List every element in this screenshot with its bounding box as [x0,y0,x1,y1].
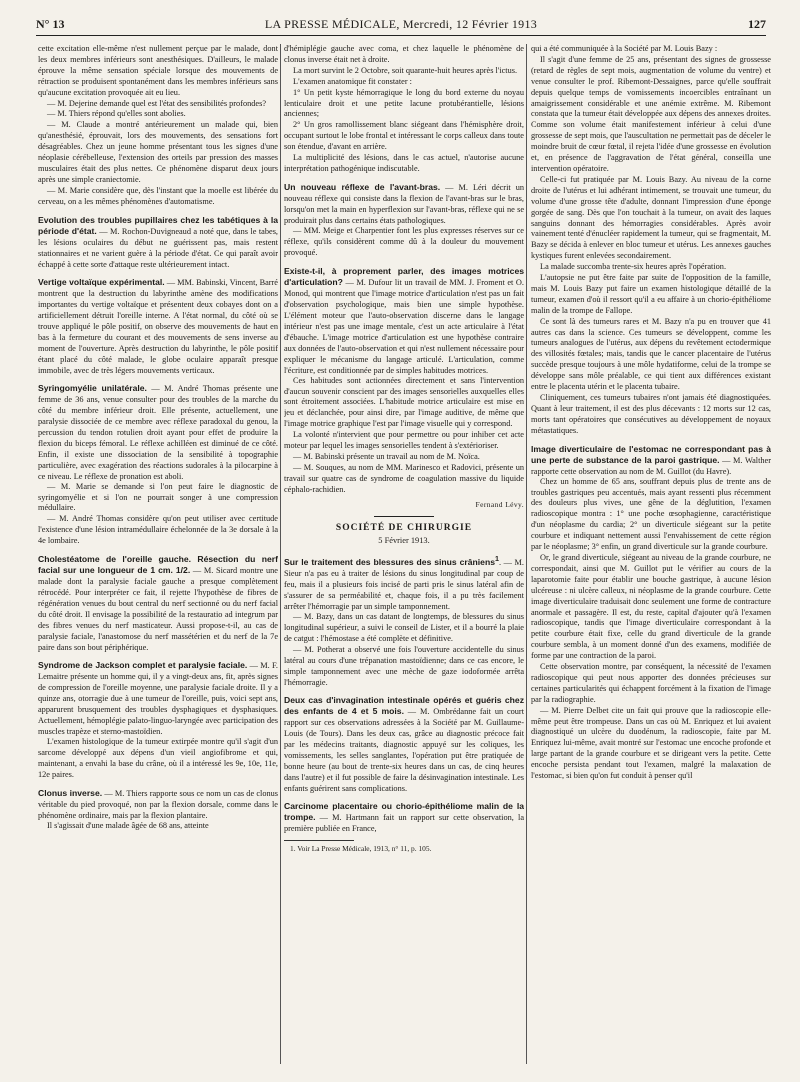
paragraph: Ces habitudes sont actionnées directement et sans l'intervention d'aucun souvenir conscient par des images sensorielles auxquelles elles sont étroitement associées. L'habitude motrice articulaire est mise en jeu et déclanchée, pour ainsi dire, par l'image auditive, de même que l'image motrice graphique l'est par l'image visuelle qui y correspond. [284,375,524,429]
paragraph: — M. Marie se demande si l'on peut faire le diagnostic de syringomyélie et si l'on ne pourrait songer à une compression médullaire. [38,481,278,513]
heading-title: Sur le traitement des blessures des sinus crâniens [284,557,495,568]
section-title: SOCIÉTÉ DE CHIRURGIE [335,523,473,534]
heading-title: Clonus inverse. [38,787,103,798]
issue-number: N° 13 [36,17,65,31]
article-heading [38,383,278,482]
footnote-rule [284,840,354,841]
heading-title: Carcinome placentaire ou chorio-épithéliome malin de la trompe. [284,801,524,823]
paragraph: La volonté n'intervient que pour permettre ou pour inhiber cet acte moteur par lequel les images sensorielles tendent à s'extérioriser. [284,430,524,451]
article-heading [38,554,278,653]
paragraph: Cliniquement, ces tumeurs tubaires n'ont jamais été diagnostiquées. Quant à leur traitement, il est des plus décevants : 12 morts sur 12 cas, morts tant opératoires que consécutives au développement de noyaux métastatiques. [531,393,771,435]
heading-title: Existe-t-il, à proprement parler, des images motrices d'articulation? [284,265,524,287]
heading-body: — M. Ombrédanne fait un court rapport sur ces observations adressées à la Société par M. Guillaume-Louis (de Tours). Dans les deux cas, grâce au diagnostic précoce fait par les médecins traitants, diagnostic appuyé sur les coliques, les vomissements, les selles sanglantes, l'opération put être pratiquée de bonne heure (au bout de trente-six heures dans un cas, de cinq heures dans l'autre) et il fut possible de faire la désinvagination intestinale. Les enfants guérirent sans complications. [284,707,524,794]
column-left [38,44,278,1074]
paragraph: Celle-ci fut pratiquée par M. Louis Bazy. Au niveau de la corne droite de l'utérus et lui adhérant intimement, se trouvait une tumeur, du volume d'une grosse tête d'adulte, donnant l'impression d'une éponge gorgée de sang. Dès que l'on touchait à la tumeur, on avait des laques sanguins donnant des hémorragies considérables. Après avoir vainement tenté d'énucléer rapidement la tumeur, qui se fragmentait, M. Bazy se décida à enlever en bloc tumeur et utérus. Les annexes gauches kystiques furent enlevées secondairement. [531,174,771,261]
paragraph: Ce sont là des tumeurs rares et M. Bazy n'a pu en trouver que 41 autres cas dans la science. Ces tumeurs se développent, comme les tumeurs analogues de l'utérus, aux dépens du revêtement ectodermique des villosités fœtales; mais, tandis que le cancer placentaire de l'utérus succède presque toujours à une môle hydatiforme, celui de la trompe se développe sans môle préalable, ce qui tient aux différences existant entre le placenta utérin et le placenta tubaire. [531,316,771,392]
paragraph: L'autopsie ne put être faite par suite de l'opposition de la famille, mais M. Louis Bazy put faire un examen histologique détaillé de la tumeur, examen d'où il ressort qu'il a eu affaire à un chorio-épithéliome malin de la trompe de Fallope. [531,273,771,315]
article-heading [284,554,524,612]
author-signature: Fernand Lévy. [475,499,524,509]
column-divider [280,44,281,1064]
article-heading [284,801,524,834]
paragraph: Chez un homme de 65 ans, souffrant depuis plus de trente ans de troubles gastriques peu accentués, mais ayant ressenti plus récemment des douleurs plus vives, une gêne de la déglutition, l'examen radioscopique montra : 1° une poche œsophagienne, caractéristique d'un néoplasme du cardia; 2° un diverticule siégeant sur la petite courbure et indiquant nettement aussi l'envahissement de cette région par le néoplasme; 3° enfin, un grand diverticule sur la grande courbure. [531,476,771,552]
paragraph: — M. Babinski présente un travail au nom de M. Noïca. [293,451,480,461]
article-heading [38,277,278,376]
column-middle [284,44,524,1074]
paragraph: 1° Un petit kyste hémorragique le long du bord externe du noyau lenticulaire droit et une petite lacune protubérantielle, lésions anciennes; [284,87,524,119]
heading-title: Syringomyélie unilatérale. [38,382,147,393]
heading-title: Un nouveau réflexe de l'avant-bras. [284,181,441,192]
paragraph: La malade succomba trente-six heures après l'opération. [540,262,727,272]
article-heading [284,182,524,226]
article-heading [284,695,524,794]
header-rule [36,35,766,36]
paragraph: — M. Marie considère que, dès l'instant que la moelle est libérée du cerveau, on a les mêmes phénomènes d'automatisme. [38,185,278,206]
heading-body: — MM. Babinski, Vincent, Barré montrent que la destruction du labyrinthe amène des modifications importantes du vertige voltaïque et présentent deux cobayes dont on a artificiellement détruit l'oreille interne. A l'état normal, du côté où se trouve appliqué le pôle positif, on observe des mouvements de haut en bas à la fermeture du courant et des mouvements de sens inverse au moment de l'ouverture. Après destruction du labyrinthe, le pôle positif étant placé du côté malade, le globe oculaire apparaît presque immobile, avec de très légers mouvements verticaux. [38,277,278,375]
heading-body: . — M. Sieur n'a pas eu à traiter de lésions du sinus longitudinal par coup de feu, mais il a plusieurs fois incisé de parti pris le sinus latéral afin de s'assurer de sa perméabilité et, chaque fois, il a pu très facilement arrêter l'hémorragie par un simple tamponnement. [284,558,524,612]
paragraph: Il s'agit d'une femme de 25 ans, présentant des signes de grossesse (retard de règles de sept mois, augmentation de volume du ventre) et venue consulter le prof. Ribemont-Dessaignes, parce qu'elle souffrait depuis quelque temps de vomissements incoercibles entraînant un amaigrissement considérable et une anémie extrême. M. Ribemont constata que la tumeur était développée aux dépens des annexes droites. Comme son volume était manifestement inférieur à celui d'une grossesse de sept mois, que l'auscultation ne permettait pas de déceler le moindre bruit de cœur fœtal, il rejeta l'idée d'une grossesse en évolution et, en présence de l'aggravation de l'état général, conseilla une intervention opératoire. [531,54,771,173]
paragraph: La multiplicité des lésions, dans le cas actuel, n'autorise aucune interprétation pathogénique indiscutable. [284,153,524,173]
footnote: 1. Voir La Presse Médicale, 1913, n° 11, p. 105. [290,844,432,854]
heading-body: — M. Sicard montre une malade dont la paralysie faciale gauche a presque complètement rétrocédé. Pour interpréter ce fait, il rejette l'hypothèse de fibres de régénération venues du bout central du nerf sectionné ou du nerf facial du côté droit. Il envisage la possibilité de la restauratio ad integrum par des fibres venues du nerf masticateur. Aussi propose-t-il, au cas de paralysie faciale, l'anastomose du nerf massétérien et du nerf de la 7e paire dans son bout périphérique. [38,566,278,653]
page-number: 127 [748,17,766,31]
section-date: 5 Février 1913. [378,536,430,546]
article-heading [531,444,771,477]
heading-body: — M. Thiers rapporte sous ce nom un cas de clonus véritable du pied provoqué, non par la flexion dorsale, comme dans le phénomène ordinaire, mais par la flexion plantaire. [38,788,278,820]
paragraph: — MM. Meige et Charpentier font les plus expresses réserves sur ce réflexe, qu'ils considèrent comme dû à la douleur du mouvement provoqué. [284,225,524,257]
paragraph: qui a été communiquée à la Société par M. Louis Bazy : [531,44,718,53]
paragraph: — M. Souques, au nom de MM. Marinesco et Radovici, présente un travail sur quatre cas de syndrome de coagulation massive du liquide céphalo-rachidien. [284,462,524,494]
column-right [531,44,771,1074]
paragraph: — M. Potherat a observé une fois l'ouverture accidentelle du sinus latéral au cours d'une trépanation mastoïdienne; dans ce cas encore, le simple tamponnement avec une mèche de gaze iodoformée arrêta l'hémorragie. [284,644,524,687]
journal-title: LA PRESSE MÉDICALE, Mercredi, 12 Février 1913 [264,17,538,31]
article-heading [284,266,524,376]
footnote-ref: 1 [494,555,499,564]
paragraph: Cette observation montre, par conséquent, la nécessité de l'examen radioscopique qui peut nous apporter des données précieuses sur certaines particularités qui échappent forcément à la fixation de l'image par la radiographie. [531,662,771,704]
paragraph: — M. Dejerine demande quel est l'état des sensibilités profondes? [47,98,266,108]
heading-title: Syndrome de Jackson complet et paralysie faciale. [38,660,248,671]
heading-body: — M. Léri décrit un nouveau réflexe qui consiste dans la flexion de l'avant-bras sur le bras, lorsqu'on met la main en hyperflexion sur l'avant-bras, réflexe qui ne se produirait plus dans certains états pathologiques. [284,182,524,225]
paragraph: — M. Claude a montré antérieurement un malade qui, bien qu'anesthésié, éprouvait, lors des mouvements, des sensations fort désagréables. Chez un jeune homme présentant tous les signes d'une néoplasie cérébelleuse, l'extension des orteils par pression des masses musculaires était des plus nettes. Ce phénomène disparut deux jours après une simple craniectomie. [38,120,278,184]
heading-title: Evolution des troubles pupillaires chez les tabétiques à la période d'état. [38,214,278,236]
heading-title: Image diverticulaire de l'estomac ne correspondant pas à une perte de substance de la paroi gastrique. [531,443,771,465]
paragraph: — M. Thiers répond qu'elles sont abolies. [47,109,186,119]
paragraph: L'examen histologique de la tumeur extirpée montre qu'il s'agit d'un sarcome développé aux dépens d'un vieil angiofibrome et qui, maintenant, a envahi la base du crâne, où il a intéressé les 9e, 10e, 11e, 12e paires. [38,737,278,779]
page-header [36,15,766,33]
heading-body: — M. Rochon-Duvigneaud a noté que, dans le tabes, les lésions oculaires du début ne guérissent pas, mais restent stationnaires et ne varient guère à la période d'état. Ce qui paraît avoir échappé à cette sorte d'attaque reste ultérieurement intact. [38,226,278,269]
article-heading [38,660,278,737]
paragraph: Il s'agissait d'une malade âgée de 68 ans, atteinte [47,820,209,830]
section-rule [374,516,434,517]
heading-body: — M. F. Lemaitre présente un homme qui, il y a vingt-deux ans, fit, après signes de compression de l'oreille moyenne, une paralysie faciale droite. Il y a quinze ans, otorragie due à une tumeur de l'oreille, puis, voici sept ans, apparurent brusquement des troubles dysphagiques et dysphasiques. Actuellement, hémoplégie palato-linguo-laryngée avec participation des muscles trapèze et sterno-mastoïdien. [38,661,278,737]
paragraph: 2° Un gros ramollissement blanc siégeant dans l'hémisphère droit, occupant surtout le lobe frontal et intéressant le corps calleux dans toute son étendue, d'avant en arrière. [284,120,524,152]
article-heading [38,215,278,270]
heading-body: — M. Walther rapporte cette observation au nom de M. Guillot (du Havre). [531,455,771,476]
article-heading [38,788,278,821]
paragraph: Or, le grand diverticule, siégeant au niveau de la grande courbure, ne correspondait, ainsi que M. Guillot put le vérifier au cours de la laparotomie faite pour établir une bouche gastrique, à aucune lésion ulcéreuse : ni ulcère calleux, ni néoplasme de la grande courbure. Cette image diverticulaire traduisait donc seulement une forme de contracture anormale et passagère. Il est, du reste, capital d'ajouter qu'à l'examen radioscopique, tandis que l'image diverticulaire correspondant à la petite courbure était fixe, celle du grand diverticule de la grande courbure sembla, à un moment donné d'un des examens, modifiée de forme par une contraction de la paroi. [531,552,771,661]
paragraph: — M. André Thomas considère qu'on peut utiliser avec certitude l'existence d'une lésion intramédullaire échelonnée de la 3e dorsale à la 4e lombaire. [38,514,278,546]
paragraph: L'examen anatomique fit constater : [293,76,412,86]
heading-body: — M. Hartmann fait un rapport sur cette observation, la première publiée en France, [284,813,524,834]
heading-body: — M. André Thomas présente une femme de 36 ans, venue consulter pour des troubles de la marche du côté du membre inférieur droit. Elle présente, actuellement, une paralysie dissociée de ce membre avec réflexe paradoxal du genou, la percussion du tendon rotulien droit ayant pour effet de produire la flexion du biceps fémoral. Le réflexe achilléen est diminué de ce côté. Enfin, il existe une dissociation de la sensibilité à topographie particulière, avec exagération des réactions sudorales à la pilocarpine à ce niveau. Le réflexe de pronation est aboli. [38,383,278,481]
heading-body: — M. Dufour lit un travail de MM. J. Froment et O. Monod, qui montrent que l'image motrice d'articulation n'est pas un fait d'observation psychologique, mais bien une simple hypothèse. L'élément moteur que l'auto-observation discerne dans le langage intérieur n'est pas une image mentale, c'est un acte articulaire à l'état d'ébauche. L'image motrice d'articulation est une hypothèse contraire aux données de l'auto-observation et qui n'est nullement nécessaire pour expliquer le mécanisme du langage articulé. L'articulation, comme l'écriture, est conditionnée par de simples habitudes motrices. [284,277,524,375]
heading-title: Cholestéatome de l'oreille gauche. Résection du nerf facial sur une longueur de 1 cm. 1/2. [38,554,278,576]
column-divider [526,44,527,1064]
paragraph: La mort survint le 2 Octobre, soit quarante-huit heures après l'ictus. [293,65,518,75]
paragraph: d'hémiplégie gauche avec coma, et chez laquelle le phénomène de clonus inverse était net à droite. [284,44,524,64]
heading-title: Deux cas d'invagination intestinale opérés et guéris chez des enfants de 4 et 5 mois. [284,695,524,717]
paragraph: — M. Bazy, dans un cas datant de longtemps, de blessures du sinus longitudinal supérieur, a suivi le conseil de Lister, et il a bourré la plaie de catgut : l'hémostase a été complète et définitive. [284,612,524,643]
paragraph: — M. Pierre Delbet cite un fait qui prouve que la radioscopie elle-même peut être trompeuse. Dans un cas où M. Enriquez et lui avaient diagnostiqué un ulcère du duodénum, la radioscopie, faite par M. Enriquez lui-même, avait montré sur l'estomac une encoche profonde et large partant de la grande courbure et se dirigeant vers la petite. Cette encoche persista pendant tout l'examen, malgré la malaxation de l'estomac, si bien qu'on fut conduit à penser qu'il [531,705,771,781]
paragraph: cette excitation elle-même n'est nullement perçue par le malade, dont les deux membres inférieurs sont anesthésiques. D'ailleurs, le malade éprouve la même sensation spéciale lorsque des mouvements de rétraction se produisent spontanément dans les membres inférieurs sans qu'aucune excitation provoquée ait eu lieu. [38,44,278,97]
heading-title: Vertige voltaïque expérimental. [38,276,165,287]
